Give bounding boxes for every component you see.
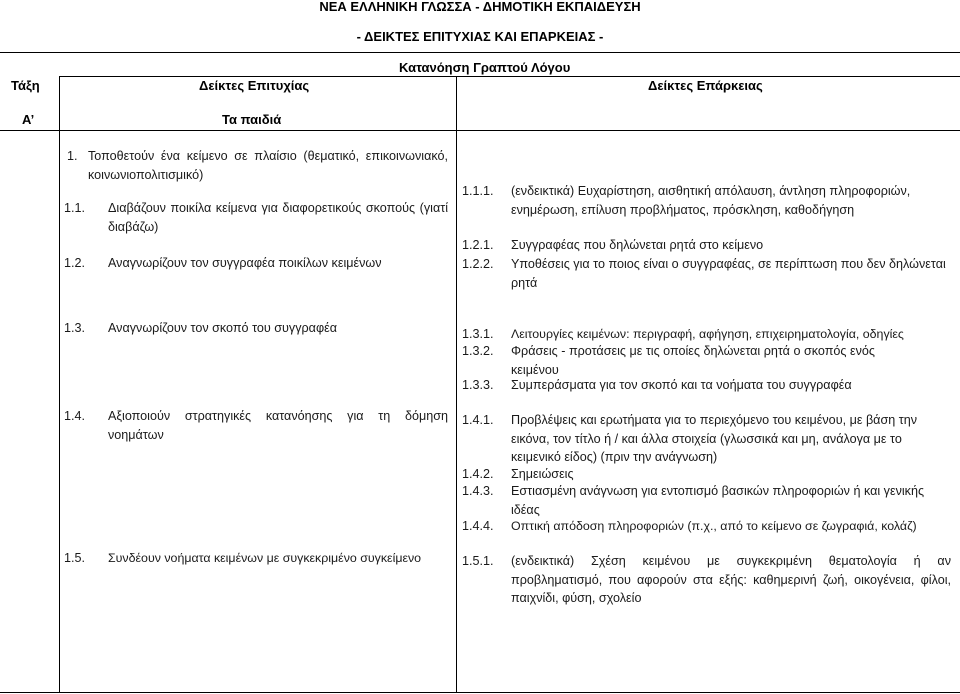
adequacy-1-2-1-text: Συγγραφέας που δηλώνεται ρητά στο κείμενο	[511, 238, 764, 252]
table-top-border	[0, 52, 960, 53]
success-1-2-number: 1.2.	[64, 256, 86, 270]
adequacy-1-4-3-number: 1.4.3.	[462, 484, 494, 498]
adequacy-1-4-4-number: 1.4.4.	[462, 519, 494, 533]
success-1-4-number: 1.4.	[64, 409, 86, 423]
success-1-text: Τοποθετούν ένα κείμενο σε πλαίσιο (θεματικό, επικοινωνιακό, κοινωνιοπολιτισμικό)	[88, 149, 448, 182]
adequacy-1-2-2-text: Υποθέσεις για το ποιος είναι ο συγγραφέας, σε περίπτωση που δεν δηλώνεται ρητά	[511, 257, 946, 290]
adequacy-1-3-1-number: 1.3.1.	[462, 327, 494, 341]
section-divider	[59, 76, 960, 77]
adequacy-1-3-1-text: Λειτουργίες κειμένων: περιγραφή, αφήγηση, επιχειρηματολογία, οδηγίες	[511, 327, 904, 341]
success-column-border	[456, 76, 457, 693]
adequacy-1-3-3-number: 1.3.3.	[462, 378, 494, 392]
header-bottom-border	[0, 130, 960, 131]
grade-value: Α’	[22, 112, 35, 127]
adequacy-1-4-1-text: Προβλέψεις και ερωτήματα για το περιεχόμενο του κειμένου, με βάση την εικόνα, τον τίτλο ή / και άλλα στοιχεία (γλωσσικά και μη, ανάλογα με το κειμενικό είδος) (πριν την ανάγνωση)	[511, 413, 918, 464]
adequacy-1-3-3-text: Συμπεράσματα για τον σκοπό και τα νοήματα του συγγραφέα	[511, 378, 852, 392]
adequacy-1-4-4-text: Οπτική απόδοση πληροφοριών (π.χ., από το κείμενο σε ζωγραφιά, κολάζ)	[511, 519, 917, 533]
adequacy-1-5-1-text: (ενδεικτικά) Σχέση κειμένου με συγκεκριμένη θεματολογία ή αν προβληματισμό, που αφορούν στα εξής: καθημερινή ζωή, οικογένεια, φίλοι, παιχνίδι, φύση, σχολείο	[511, 554, 951, 605]
grade-column-border	[59, 76, 60, 693]
adequacy-1-4-2-text: Σημειώσεις	[511, 467, 574, 481]
document-subtitle: - ΔΕΙΚΤΕΣ ΕΠΙΤΥΧΙΑΣ ΚΑΙ ΕΠΑΡΚΕΙΑΣ -	[356, 29, 604, 44]
section-heading: Κατανόηση Γραπτού Λόγου	[399, 60, 571, 75]
success-1-4-text: Αξιοποιούν στρατηγικές κατανόησης για τη δόμηση νοημάτων	[108, 409, 448, 442]
success-1-5-text: Συνδέουν νοήματα κειμένων με συγκεκριμένο συγκείμενο	[108, 551, 422, 565]
adequacy-1-4-2-number: 1.4.2.	[462, 467, 494, 481]
adequacy-column-header: Δείκτες Επάρκειας	[648, 78, 763, 93]
adequacy-1-3-2-number: 1.3.2.	[462, 344, 494, 358]
success-column-header: Δείκτες Επιτυχίας	[199, 78, 310, 93]
success-column-subheader: Τα παιδιά	[222, 112, 282, 127]
adequacy-1-2-1-number: 1.2.1.	[462, 238, 494, 252]
success-1-2-text: Αναγνωρίζουν τον συγγραφέα ποικίλων κειμένων	[108, 256, 382, 270]
table-bottom-border	[0, 692, 960, 693]
adequacy-1-4-1-number: 1.4.1.	[462, 413, 494, 427]
adequacy-1-2-2-number: 1.2.2.	[462, 257, 494, 271]
document-title: ΝΕΑ ΕΛΛΗΝΙΚΗ ΓΛΩΣΣΑ - ΔΗΜΟΤΙΚΗ ΕΚΠΑΙΔΕΥΣΗ	[319, 0, 641, 14]
success-1-3-text: Αναγνωρίζουν τον σκοπό του συγγραφέα	[108, 321, 338, 335]
success-1-1-number: 1.1.	[64, 201, 86, 215]
adequacy-1-1-1-text: (ενδεικτικά) Ευχαρίστηση, αισθητική απόλαυση, άντληση πληροφοριών, ενημέρωση, επίλυση προβλήματος, πρόσκληση, καθοδήγηση	[511, 184, 911, 217]
adequacy-1-5-1-number: 1.5.1.	[462, 554, 494, 568]
success-1-5-number: 1.5.	[64, 551, 86, 565]
adequacy-1-3-2-text: Φράσεις - προτάσεις με τις οποίες δηλώνεται ρητά ο σκοπός ενός κειμένου	[511, 344, 875, 377]
adequacy-1-4-3-text: Εστιασμένη ανάγνωση για εντοπισμό βασικών πληροφοριών ή και γενικής ιδέας	[511, 484, 925, 517]
grade-column-header: Τάξη	[11, 78, 40, 93]
success-1-3-number: 1.3.	[64, 321, 86, 335]
success-1-number: 1.	[67, 149, 78, 163]
success-1-1-text: Διαβάζουν ποικίλα κείμενα για διαφορετικούς σκοπούς (γιατί διαβάζω)	[108, 201, 448, 234]
adequacy-1-1-1-number: 1.1.1.	[462, 184, 494, 198]
